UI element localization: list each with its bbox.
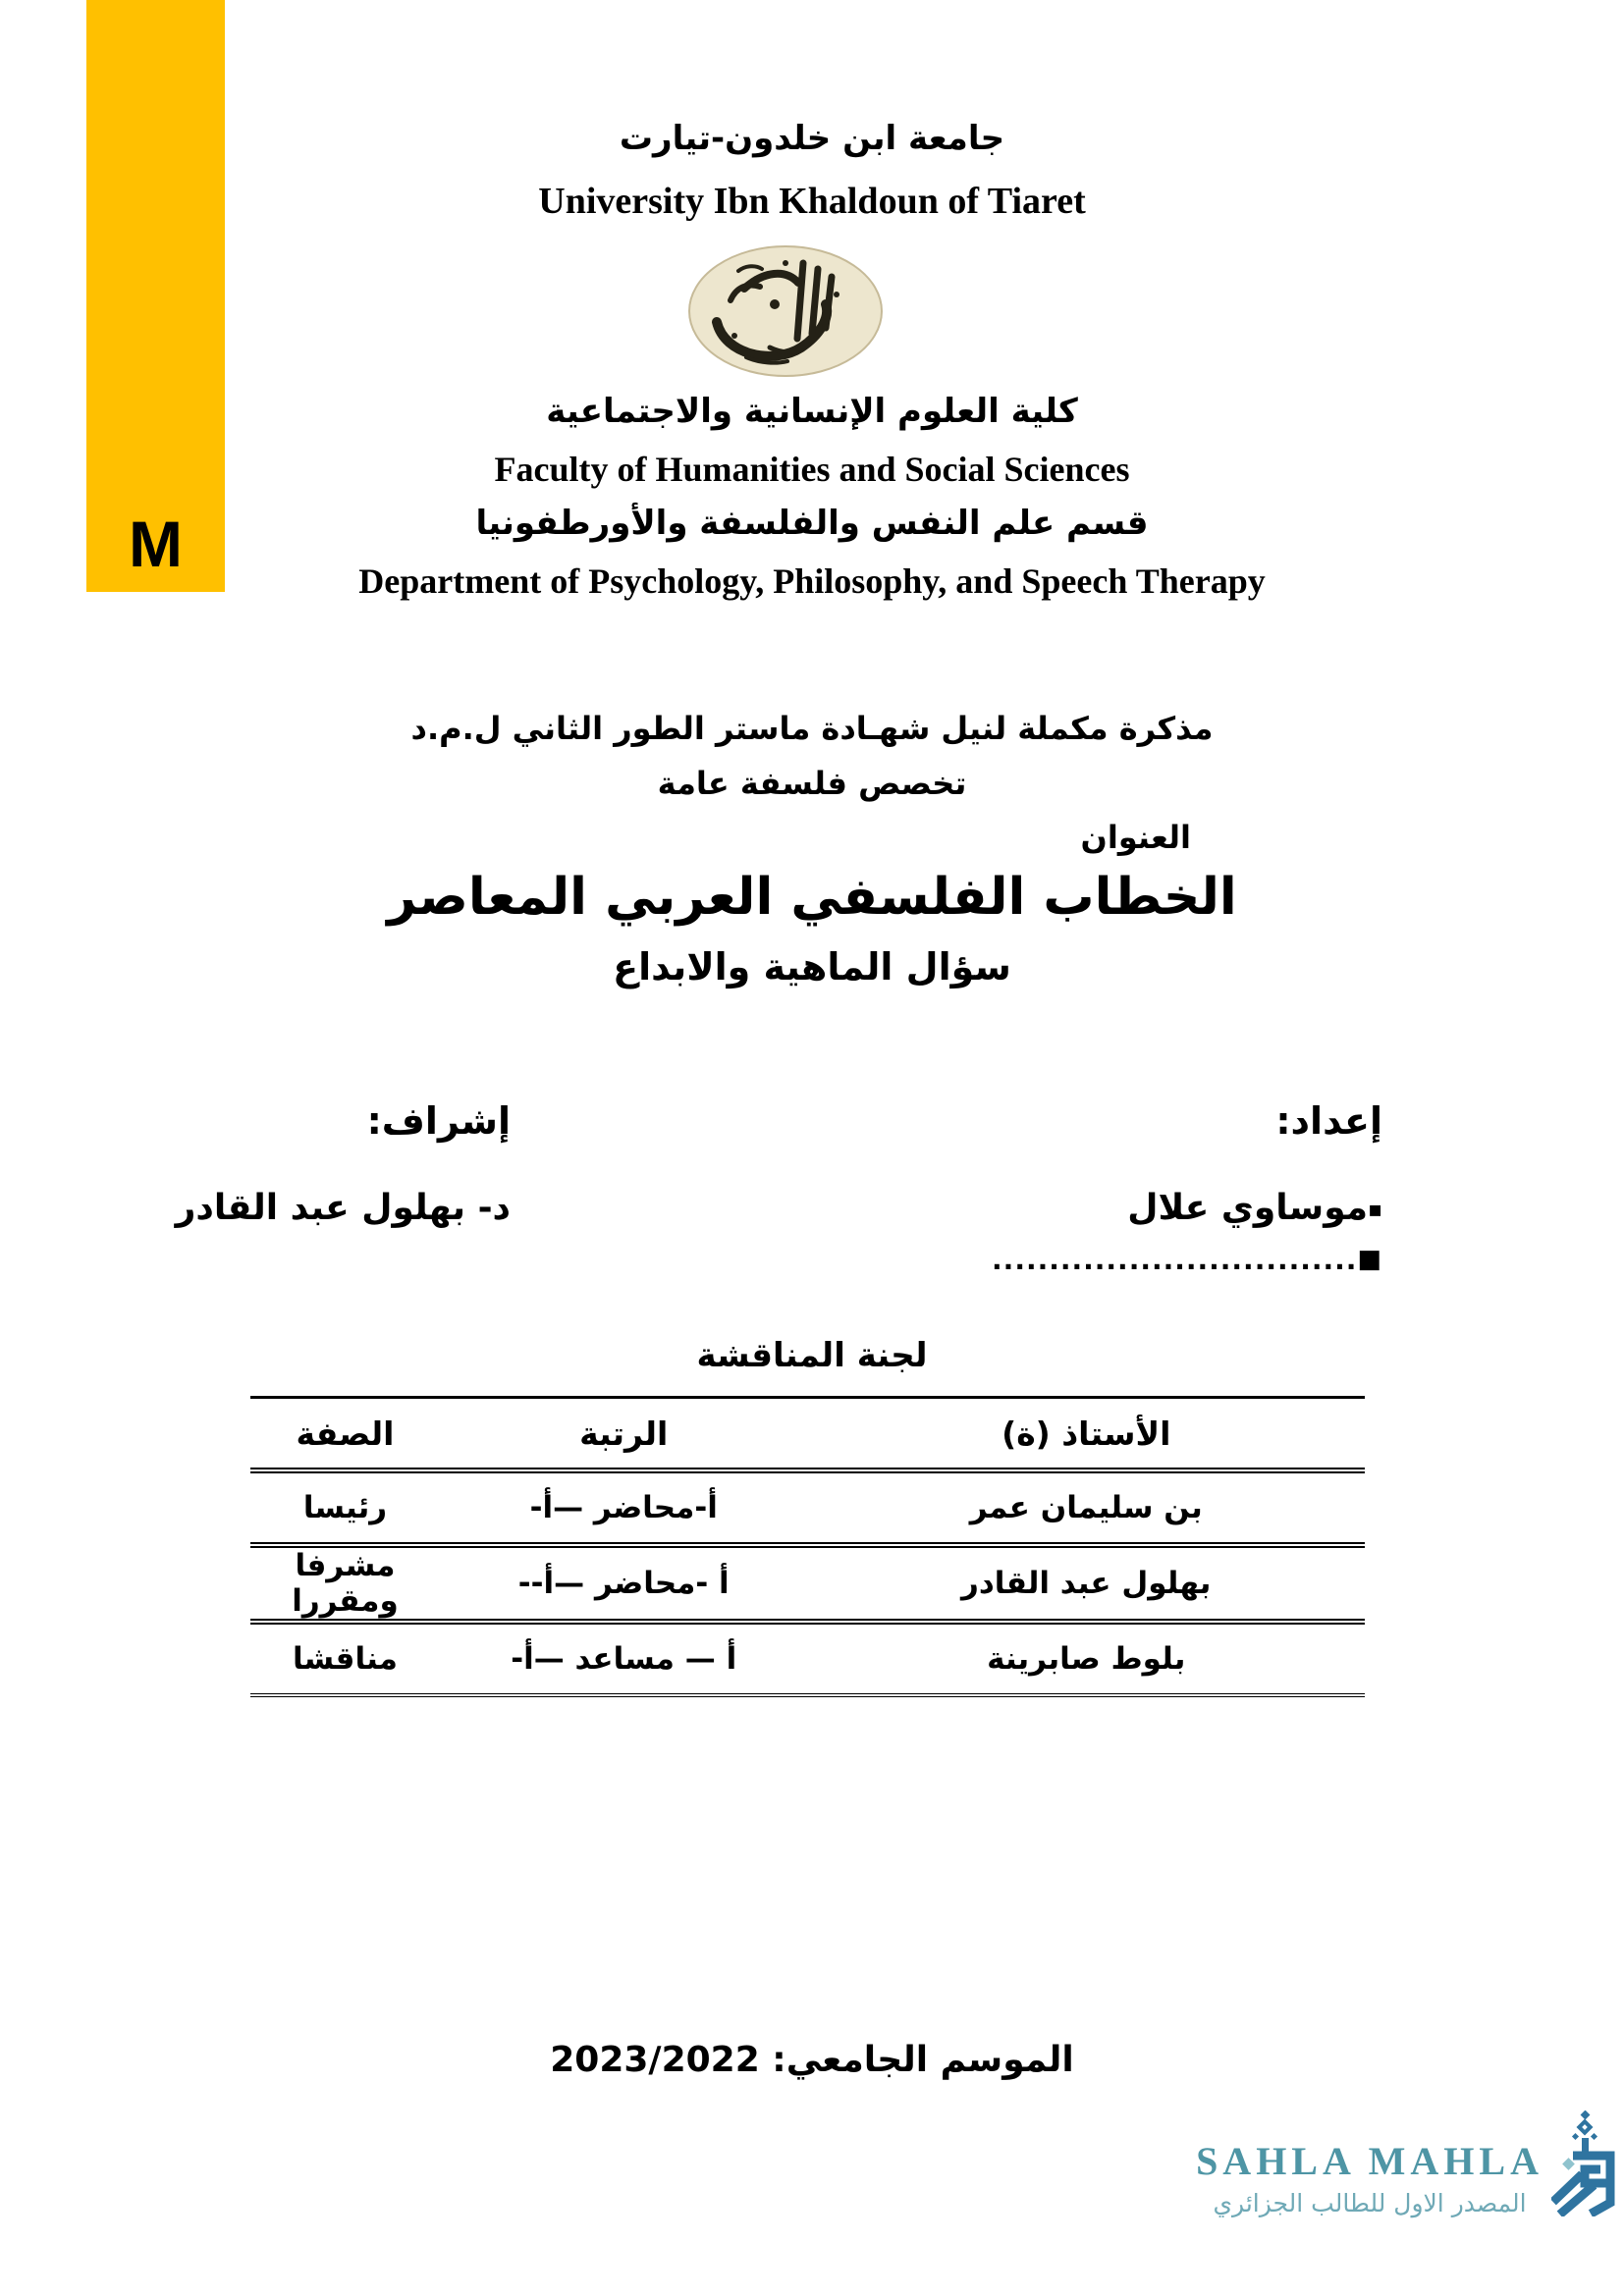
ibn-khaldoun-seal-icon: [687, 243, 884, 381]
thesis-type-line: مذكرة مكملة لنيل شهـادة ماستر الطور الثاني ل.م.د: [410, 710, 1214, 747]
brand-logo: [1196, 2110, 1618, 2220]
column-header-professor: الأستاذ (ة): [808, 1398, 1366, 1471]
professor-name-cell: بهلول عبد القادر: [808, 1545, 1366, 1622]
rank-cell: أ — مساعد —أ-: [440, 1622, 808, 1695]
professor-name-cell: بلوط صابرينة: [808, 1622, 1366, 1695]
professor-name-cell: بن سليمان عمر: [808, 1470, 1366, 1545]
thesis-title: الخطاب الفلسفي العربي المعاصر: [387, 868, 1237, 927]
title-label: العنوان: [1080, 819, 1191, 856]
committee-row: [250, 1545, 1365, 1622]
committee-title: لجنة المناقشة: [696, 1336, 928, 1375]
department-name-english: Department of Psychology, Philosophy, and Speech Therapy: [358, 561, 1266, 601]
university-name-english: University Ibn Khaldoun of Tiaret: [538, 181, 1086, 222]
column-header-role: الصفة: [250, 1398, 440, 1471]
rank-cell: أ-محاضر —أ-: [440, 1470, 808, 1545]
column-header-rank: الرتبة: [440, 1398, 808, 1471]
supervision-label: إشراف:: [366, 1099, 511, 1143]
prepared-by-label: إعداد:: [1275, 1099, 1382, 1143]
committee-row: [250, 1470, 1365, 1545]
committee-header-row: [250, 1398, 1365, 1471]
committee-row: [250, 1622, 1365, 1695]
faculty-name-english: Faculty of Humanities and Social Sciences: [494, 450, 1130, 489]
brand-name: SAHLA MAHLA: [1196, 2139, 1543, 2183]
supervision-section: [176, 1099, 511, 1228]
committee-table: [250, 1396, 1365, 1697]
role-cell: مشرفا ومقررا: [250, 1545, 440, 1622]
university-name-arabic: جامعة ابن خلدون-تيارت: [619, 119, 1005, 158]
role-cell: مناقشا: [250, 1622, 440, 1695]
role-cell: رئيسا: [250, 1470, 440, 1545]
faculty-name-arabic: كلية العلوم الإنسانية والاجتماعية: [546, 392, 1078, 431]
prepared-by-section: [992, 1099, 1382, 1276]
brand-tagline: المصدر الاول للطالب الجزائري: [1213, 2189, 1527, 2217]
student-name-line: [992, 1188, 1382, 1228]
dotted-line: ................................: [992, 1244, 1358, 1276]
student-dotted-line: [992, 1244, 1382, 1276]
brand-text: [1196, 2110, 1543, 2217]
specialty-line: تخصص فلسفة عامة: [657, 765, 967, 802]
spine-letter: M: [129, 507, 183, 580]
square-bullet-icon: ▪: [1368, 1198, 1382, 1222]
rank-cell: أ -محاضر —أ--: [440, 1545, 808, 1622]
supervisor-name: د- بهلول عبد القادر: [175, 1188, 511, 1228]
square-bullet-icon: ■: [1357, 1245, 1382, 1274]
brand-emblem-icon: [1551, 2110, 1618, 2220]
academic-year-line: الموسم الجامعي: 2023/2022: [550, 2040, 1074, 2080]
student-name: موساوي علال: [1127, 1188, 1369, 1228]
thesis-subtitle: سؤال الماهية والابداع: [613, 945, 1011, 988]
department-name-arabic: قسم علم النفس والفلسفة والأورطفونيا: [475, 504, 1149, 543]
